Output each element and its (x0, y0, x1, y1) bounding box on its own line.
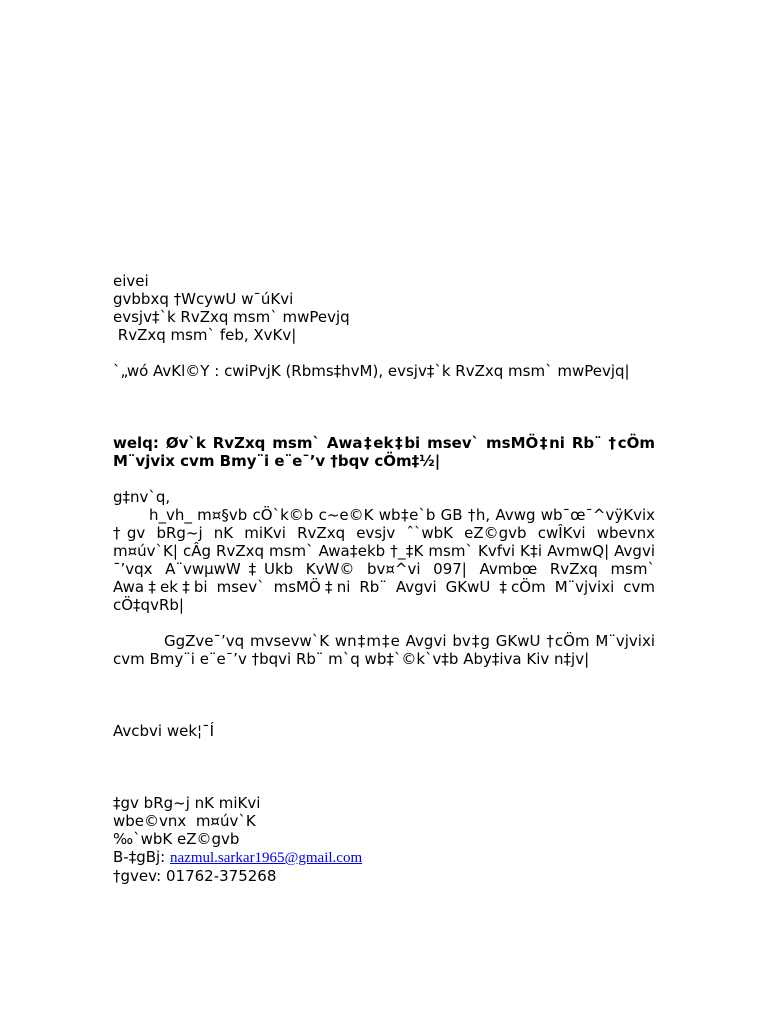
signature-block (113, 794, 655, 885)
signature-name: ‡gv bRg~j nK miKvi (113, 794, 261, 812)
body-paragraph: GgZve¯’vq mvsevw`K wn‡m‡e Avgvi bv‡g GKwU †cÖm M¨vjvixi cvm Bmy¨i e¨e¯’v †bqvi Rb¨ m`q wb‡`©k`v‡b Aby‡iva Kiv n‡jv| (113, 632, 655, 668)
signature-paper: ‰`wbK eZ©gvb (113, 830, 240, 848)
email-link[interactable]: nazmul.sarkar1965@gmail.com (170, 850, 363, 866)
body-paragraph: h_vh_ m¤§vb cÖ`k©b c~e©K wb‡e`b GB †h, Avwg wb¯œ¯^vÿKvix †gv bRg~j nK miKvi RvZxq evsjv ˆ`wbK eZ©gvb cwÎKvi wbevnx m¤úv`K| cÂg RvZxq msm` Awa‡ekb †_‡K msm` Kvfvi K‡i AvmwQ| Avgvi ¯’vqx A¨vwµwW‡Ukb KvW© bv¤^vi 097| Avmbœ RvZxq msm` Awa‡ek‡bi msev` msMÖ‡ni Rb¨ Avgvi GKwU ‡cÖm M¨vjvixi cvm cÖ‡qvRb| (113, 506, 655, 614)
email-label: B-‡gBj: (113, 848, 171, 866)
signature-phone: †gvev: 01762-375268 (113, 867, 277, 885)
recipient-line: eivei (113, 272, 149, 290)
signature-email-line (113, 848, 655, 867)
attention-line: `„wó AvKl©Y : cwiPvjK (Rbms‡hvM), evsjv‡`k RvZxq msm` mwPevjq| (113, 362, 630, 380)
recipient-line: gvbbxq †WcywU w¯úKvi (113, 290, 294, 308)
recipient-block (113, 272, 655, 344)
subject-label: welq (113, 434, 153, 452)
closing: Avcbvi wek¦¯Í (113, 722, 215, 740)
subject-text: : Øv`k RvZxq msm` Awa‡ek‡bi msev` msMÖ‡ni Rb¨ †cÖm M¨vjvix cvm Bmy¨i e¨e¯’v †bqv cÖm‡½| (113, 434, 655, 470)
signature-title: wbe©vnx m¤úv`K (113, 812, 256, 830)
subject-line (113, 434, 655, 470)
letter (113, 272, 655, 885)
recipient-line: evsjv‡`k RvZxq msm` mwPevjq (113, 308, 350, 326)
recipient-line: RvZxq msm` feb, XvKv| (113, 326, 297, 344)
salutation: g‡nv`q, (113, 488, 171, 506)
